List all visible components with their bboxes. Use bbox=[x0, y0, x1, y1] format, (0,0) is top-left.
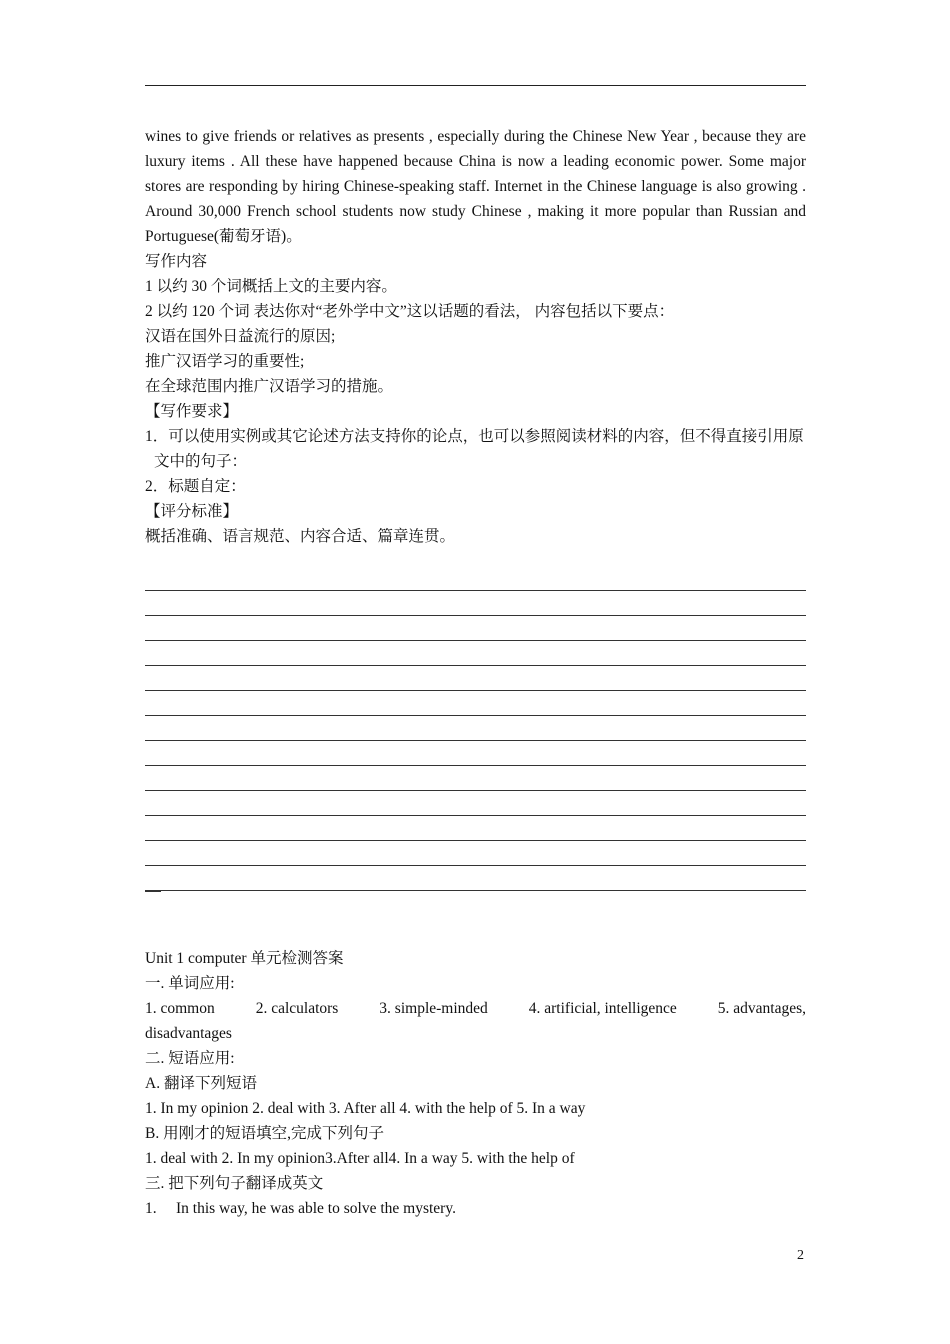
section-2a-answers: 1. In my opinion 2. deal with 3. After all 4. with the help of 5. In a way bbox=[145, 1100, 586, 1117]
writing-line bbox=[145, 591, 806, 616]
writing-line-stub bbox=[145, 891, 161, 892]
section-1-heading: 一. 单词应用: bbox=[145, 975, 235, 992]
task-item-1: 1 以约 30 个词概括上文的主要内容。 bbox=[145, 278, 397, 295]
answer-item: 3. simple-minded bbox=[379, 1000, 488, 1017]
requirement-2: 2．标题自定： bbox=[145, 478, 246, 495]
answer-item: 2. calculators bbox=[255, 1000, 339, 1017]
section-3-heading: 三. 把下列句子翻译成英文 bbox=[145, 1175, 324, 1192]
answer-item: 1. common bbox=[145, 1000, 215, 1017]
scoring-heading: 【评分标准】 bbox=[145, 503, 239, 520]
writing-line bbox=[145, 866, 806, 891]
writing-line bbox=[145, 666, 806, 691]
answer-item: 4. artificial, intelligence bbox=[528, 1000, 677, 1017]
writing-line bbox=[145, 716, 806, 741]
answer-writing-lines bbox=[145, 566, 806, 891]
task-point-3: 在全球范围内推广汉语学习的措施。 bbox=[145, 378, 394, 395]
writing-line bbox=[145, 816, 806, 841]
page-number: 2 bbox=[797, 1248, 804, 1263]
answer-item: 5. advantages, bbox=[717, 1000, 806, 1017]
writing-line bbox=[145, 791, 806, 816]
section-1-answer-wrap: disadvantages bbox=[145, 1025, 232, 1042]
answer-key-section bbox=[145, 946, 806, 1221]
writing-line bbox=[145, 691, 806, 716]
requirements-heading: 【写作要求】 bbox=[145, 403, 239, 420]
task-item-2: 2 以约 120 个词 表达你对“老外学中文”这以话题的看法， 内容包括以下要点： bbox=[145, 303, 675, 320]
writing-line bbox=[145, 616, 806, 641]
task-heading: 写作内容 bbox=[145, 253, 208, 270]
writing-line bbox=[145, 566, 806, 591]
section-3-answer-1: 1. In this way, he was able to solve the mystery. bbox=[145, 1200, 456, 1217]
scoring-criteria: 概括准确、语言规范、内容合适、篇章连贯。 bbox=[145, 528, 456, 545]
section-2a-heading: A. 翻译下列短语 bbox=[145, 1075, 257, 1092]
section-2-heading: 二. 短语应用: bbox=[145, 1050, 235, 1067]
section-1-answers bbox=[145, 996, 806, 1021]
reading-passage: wines to give friends or relatives as presents , especially during the Chinese New Year , because they are luxury items . All these have happened because China is now a leading economic power. Some major stores are responding by hiring Chinese-speaking staff. Internet in the Chinese language is also growing . Around 30,000 French school students now study Chinese , making it more popular than Russian and Portuguese(葡萄牙语)。 bbox=[145, 128, 806, 245]
writing-line bbox=[145, 841, 806, 866]
requirement-1: 1．可以使用实例或其它论述方法支持你的论点，也可以参照阅读材料的内容，但不得直接引用原文中的句子： bbox=[145, 428, 804, 470]
answer-key-title: Unit 1 computer 单元检测答案 bbox=[145, 950, 344, 967]
section-2b-answers: 1. deal with 2. In my opinion3.After all4. In a way 5. with the help of bbox=[145, 1150, 575, 1167]
header-rule bbox=[145, 85, 806, 86]
task-point-1: 汉语在国外日益流行的原因; bbox=[145, 328, 336, 345]
task-point-2: 推广汉语学习的重要性; bbox=[145, 353, 305, 370]
writing-line bbox=[145, 641, 806, 666]
reading-passage-section bbox=[145, 124, 806, 549]
writing-line bbox=[145, 766, 806, 791]
writing-line bbox=[145, 741, 806, 766]
section-2b-heading: B. 用刚才的短语填空,完成下列句子 bbox=[145, 1125, 384, 1142]
